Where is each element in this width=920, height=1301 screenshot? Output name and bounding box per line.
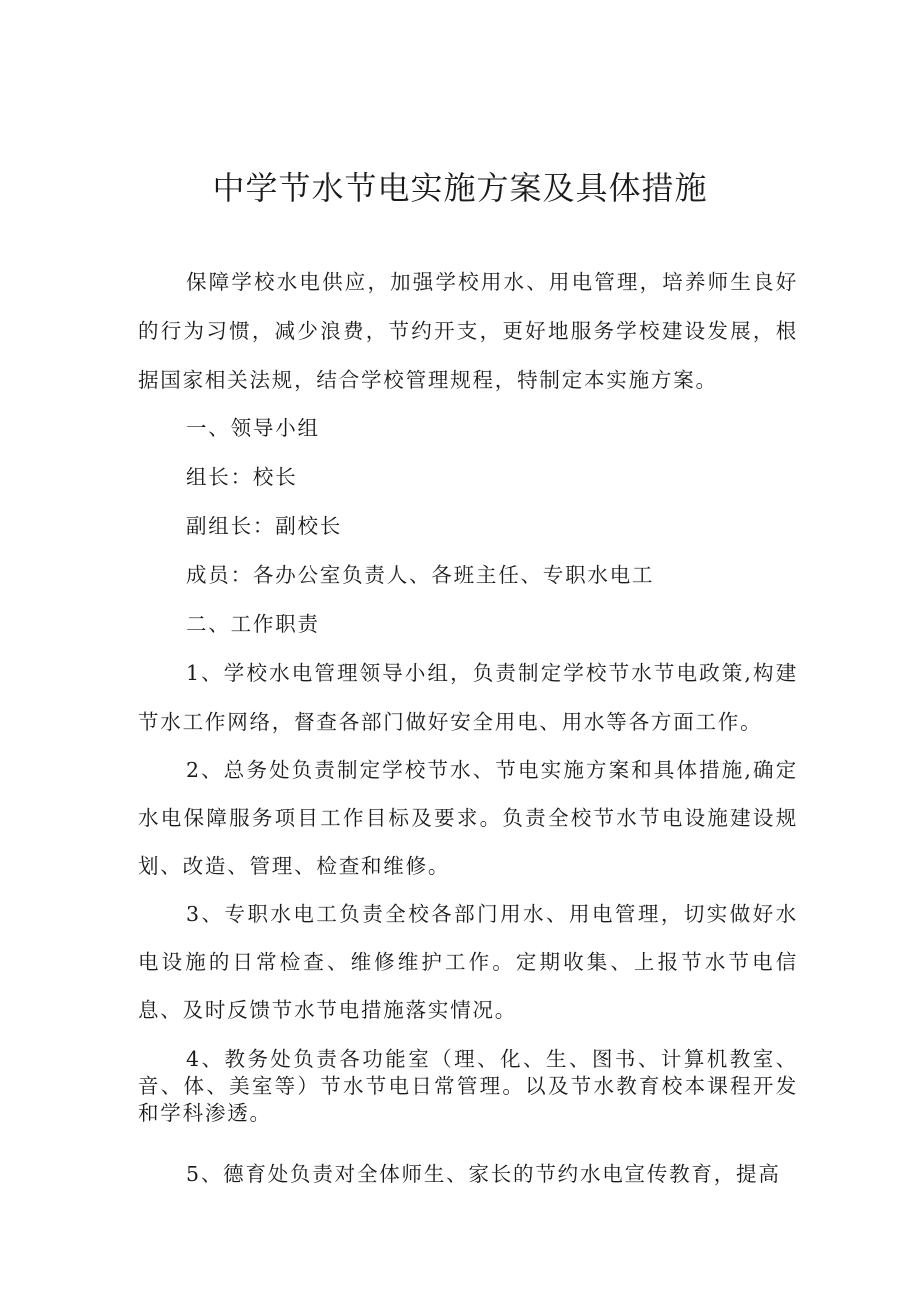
duty-paragraph-1: 1、学校水电管理领导小组，负责制定学校节水节电政策,构建节水工作网络，督查各部门做好安全用电、用水等各方面工作。 xyxy=(138,661,798,734)
duty-paragraph-5: 5、德育处负责对全体师生、家长的节约水电宣传教育，提高 xyxy=(186,1162,781,1186)
document-title: 中学节水节电实施方案及具体措施 xyxy=(212,169,708,207)
duty-paragraph-3: 3、专职水电工负责全校各部门用水、用电管理，切实做好水电设施的日常检查、维修维护工作。定期收集、上报节水节电信息、及时反馈节水节电措施落实情况。 xyxy=(138,902,798,1022)
section-heading-leadership: 一、领导小组 xyxy=(186,416,320,440)
section-heading-duties: 二、工作职责 xyxy=(186,612,320,636)
leader-line: 组长：校长 xyxy=(186,465,298,489)
duty-paragraph-4: 4、教务处负责各功能室（理、化、生、图书、计算机教室、音、体、美室等）节水节电日常管理。以及节水教育校本课程开发和学科渗透。 xyxy=(138,1047,798,1125)
intro-paragraph: 保障学校水电供应，加强学校用水、用电管理，培养师生良好的行为习惯，减少浪费，节约开支，更好地服务学校建设发展，根据国家相关法规，结合学校管理规程，特制定本实施方案。 xyxy=(138,270,798,392)
duty-paragraph-2: 2、总务处负责制定学校节水、节电实施方案和具体措施,确定水电保障服务项目工作目标及要求。负责全校节水节电设施建设规划、改造、管理、检查和维修。 xyxy=(138,758,798,878)
deputy-leader-line: 副组长：副校长 xyxy=(186,514,343,538)
members-line: 成员：各办公室负责人、各班主任、专职水电工 xyxy=(186,563,655,587)
